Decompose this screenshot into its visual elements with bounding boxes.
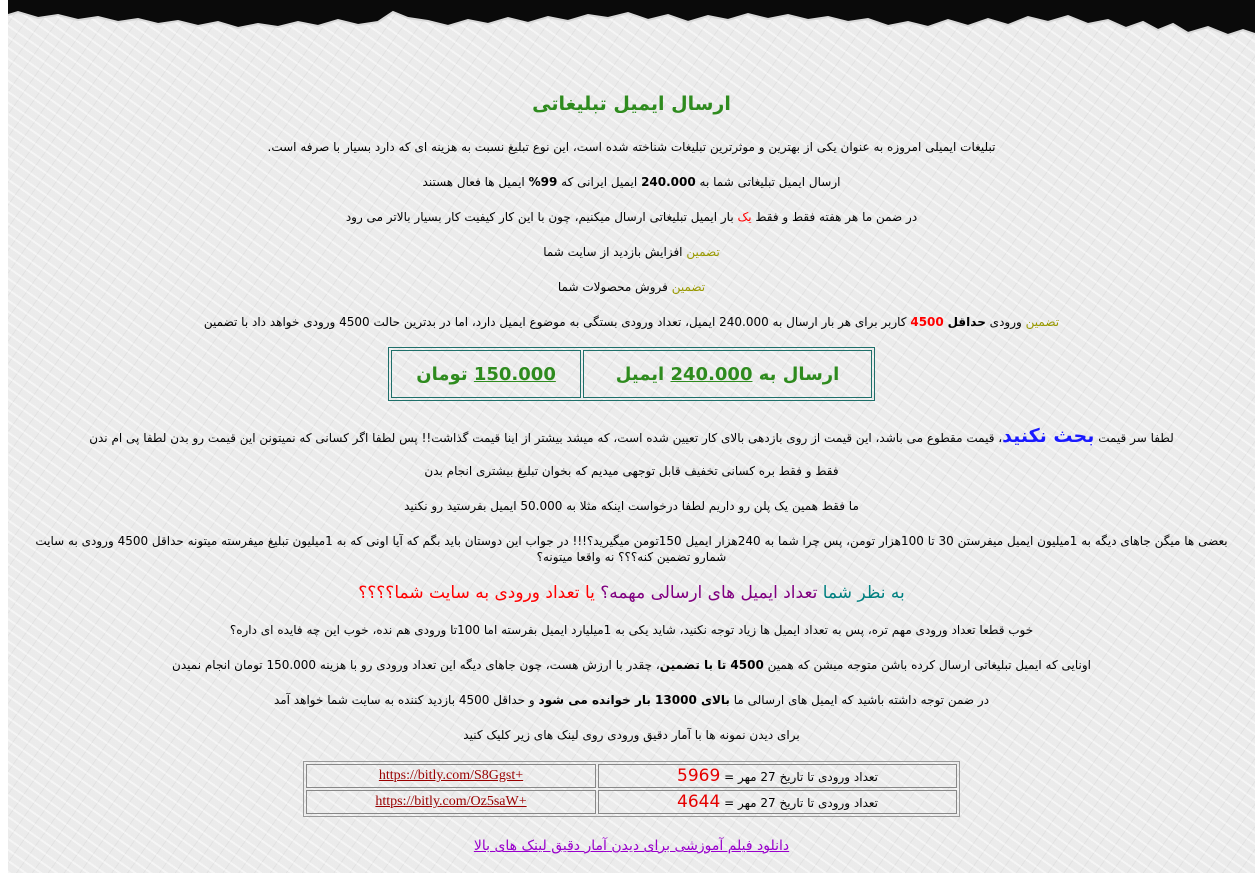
question-line (28, 582, 1235, 604)
price-amount[interactable]: 150.000 (473, 363, 556, 385)
stats-link-cell (306, 764, 596, 788)
price-amount-cell (391, 350, 581, 398)
explain2-part2: ، چقدر با ارزش هست، چون جاهای دیگه این تعداد ورودی رو با هزینه 150.000 تومان انجام نمیدن (172, 658, 660, 672)
price-send-cell (583, 350, 872, 398)
guarantee-visits (28, 244, 1235, 260)
send-line (28, 174, 1235, 190)
explain-line-3 (28, 692, 1235, 708)
guarantee-entries-part1: ورودی (989, 315, 1022, 329)
stats-count-cell (598, 790, 957, 814)
explain2-part1: اونایی که ایمیل تبلیغاتی ارسال کرده باشن متوجه میشن که همین (767, 658, 1091, 672)
guarantee-word: تضمین (1025, 315, 1060, 329)
weekly-line-part2: بار ایمیل تبلیغاتی ارسال میکنیم، چون با این کار کیفیت کار بسیار بالاتر می رود (345, 210, 734, 224)
weekly-line (28, 209, 1235, 225)
guarantee-entries (28, 314, 1235, 330)
send-line-count: 240.000 (641, 175, 696, 189)
stats-label: تعداد ورودی تا تاریخ 27 مهر = (724, 770, 878, 784)
question-part3: یا تعداد ورودی به سایت شما؟؟؟؟ (358, 583, 595, 603)
stats-intro: برای دیدن نمونه ها با آمار دقیق ورودی روی لینک های زیر کلیک کنید (463, 728, 800, 742)
no-bargain-part2: ، قیمت مقطوع می باشد، این قیمت از روی بازدهی بالای کار تعیین شده است، که میشد بیشتر از اینا قیمت گذاشت!! پس لطفا اگر کسانی که نمیتونن این قیمت رو بدن لطفا پی ام ندن (89, 431, 1003, 445)
question-part2: تعداد ایمیل های ارسالی مهمه؟ (600, 583, 818, 603)
download-video-link[interactable]: دانلود فیلم آموزشی برای دیدن آمار دقیق لینک های بالا (473, 838, 790, 854)
content (8, 0, 1255, 873)
guarantee-sales-text: فروش محصولات شما (557, 280, 668, 294)
guarantee-entries-min: حداقل (947, 315, 986, 329)
guarantee-entries-count: 4500 (910, 315, 944, 329)
stats-link-cell (306, 790, 596, 814)
guarantee-entries-part2: کاربر برای هر بار ارسال به 240.000 ایمیل، تعداد ورودی بستگی به موضوع ایمیل دارد، اما در بدترین حالت 4500 ورودی خواهد داد با تضمین (203, 315, 907, 329)
others-note: بعضی ها میگن جاهای دیگه به 1میلیون ایمیل میفرستن 30 تا 100هزار تومن، پس چرا شما به 240هزار ایمیل 150تومن میگیرید؟!!! در جواب این دوستان باید بگم که آیا اونی که به 1میلیون تبلیغ میفرسته میتونه حداقل 4500 ورودی به سایت شمارو تضمین کنه؟؟؟ نه واقعا میتونه؟ (35, 534, 1228, 564)
explain3-emphasis: بالای 13000 بار خوانده می شود (538, 693, 730, 707)
explain3-part1: در ضمن توجه داشته باشید که ایمیل های ارسالی ما (733, 693, 990, 707)
send-line-part1: ارسال ایمیل تبلیغاتی شما به (699, 175, 841, 189)
guarantee-sales (28, 279, 1235, 295)
page-title: ارسال ایمیل تبلیغاتی (532, 93, 731, 115)
no-bargain-part1: لطفا سر قیمت (1098, 431, 1174, 445)
weekly-line-one: یک (737, 210, 752, 224)
explain-line-2 (28, 657, 1235, 673)
table-row (306, 764, 957, 788)
weekly-line-part1: در ضمن ما هر هفته فقط و فقط (755, 210, 918, 224)
intro-text: تبلیغات ایمیلی امروزه به عنوان یکی از بهترین و موثرترین تبلیغات شناخته شده است، این نوع تبلیغ نسبت به هزینه ای که دارد بسیار با صرفه است. (267, 140, 996, 154)
stats-count-cell (598, 764, 957, 788)
download-line (8, 838, 1255, 854)
explain-line-1: خوب قطعا تعداد ورودی مهم تره، پس به تعداد ایمیل ها زیاد توجه نکنید، شاید یکی به 1میلیارد ایمیل بفرسته اما 100تا ورودی هم نده، خوب این چه فایده ای داره؟ (229, 623, 1034, 637)
send-line-part2: ایمیل ایرانی که (561, 175, 638, 189)
no-bargain-line (28, 425, 1235, 449)
send-line-part3: ایمیل ها فعال هستند (422, 175, 525, 189)
guarantee-visits-text: افزایش بازدید از سایت شما (543, 245, 683, 259)
question-part1: به نظر شما (822, 583, 905, 603)
price-box (388, 347, 875, 401)
discount-note: فقط و فقط بره کسانی تخفیف قابل توجهی میدیم که بخوان تبلیغ بیشتری انجام بدن (424, 464, 839, 478)
price-email-count[interactable]: 240.000 (670, 363, 753, 385)
stats-value: 5969 (677, 766, 721, 786)
guarantee-word: تضمین (671, 280, 706, 294)
stats-label: تعداد ورودی تا تاریخ 27 مهر = (724, 796, 878, 810)
stats-link[interactable]: https://bitly.com/S8Ggst+ (378, 768, 524, 783)
price-send-prefix: ارسال به (758, 363, 840, 385)
stats-table (303, 761, 960, 817)
guarantee-word: تضمین (686, 245, 720, 259)
send-line-percent: 99% (528, 175, 558, 189)
plan-note: ما فقط همین یک پلن رو داریم لطفا درخواست اینکه مثلا به 50.000 ایمیل بفرستید رو نکنید (404, 499, 859, 513)
price-currency: تومان (416, 363, 468, 385)
price-email-suffix: ایمیل (615, 363, 665, 385)
table-row (306, 790, 957, 814)
stats-link[interactable]: https://bitly.com/Oz5saW+ (375, 794, 527, 809)
explain2-emphasis: 4500 تا با تضمین (659, 658, 764, 672)
explain3-part2: و حداقل 4500 بازدید کننده به سایت شما خواهد آمد (273, 693, 535, 707)
no-bargain-emphasis: بحث نکنید (1002, 425, 1095, 447)
stats-value: 4644 (677, 792, 721, 812)
